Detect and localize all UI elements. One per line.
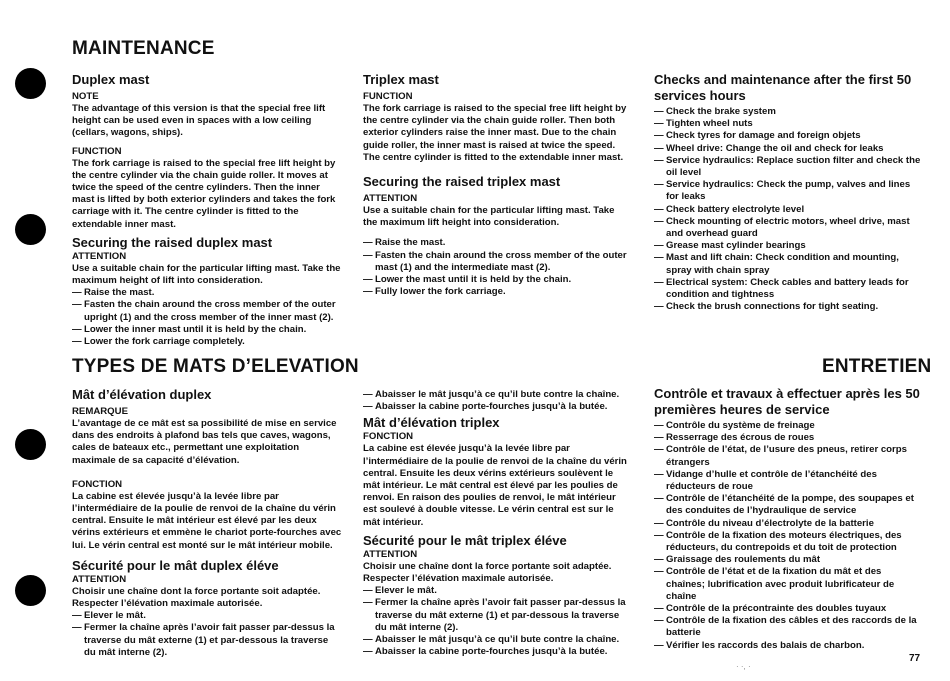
list-item: — Resserrage des écrous de roues bbox=[654, 432, 922, 444]
scan-speck: · ·, · bbox=[736, 662, 751, 671]
list-item: — Tighten wheel nuts bbox=[654, 118, 922, 130]
label-function: FUNCTION bbox=[363, 91, 413, 102]
list-item: — Fasten the chain around the cross member of the outer upright (1) and the cross member of the inner mast (2). bbox=[72, 299, 342, 323]
list-item: — Contrôle de l’étanchéité de la pompe, des soupapes et des conduites de l’hydraulique de service bbox=[654, 493, 922, 517]
list-item: — Elever le mât. bbox=[72, 610, 342, 622]
attention-text: Choisir une chaîne dont la force portante soit adaptée. Respecter l’élévation maximale autorisée. bbox=[72, 585, 321, 610]
function-text: The fork carriage is raised to the special free lift height by the centre cylinder via the chain guide roller. Then both exterior cylinders raise the inner mast. Due to the chain guide roller, the inner mast is raised at twice the speed. The centre cylinder is fitted to the extendable inner mast. bbox=[363, 103, 627, 163]
list-item: — Grease mast cylinder bearings bbox=[654, 240, 922, 252]
label-attention: ATTENTION bbox=[72, 573, 127, 585]
list-item: — Contrôle du niveau d’électrolyte de la batterie bbox=[654, 518, 922, 530]
binder-hole bbox=[15, 575, 46, 606]
heading-checks: Checks and maintenance after the first 50 services hours bbox=[654, 72, 912, 103]
label-attention: ATTENTION bbox=[363, 193, 418, 205]
list-item: — Abaisser la cabine porte-fourches jusqu’à la butée. bbox=[363, 646, 631, 658]
fr-column-duplex bbox=[72, 387, 342, 659]
heading-securite-duplex: Sécurité pour le mât duplex éléve bbox=[72, 557, 279, 573]
list-item: — Fully lower the fork carriage. bbox=[363, 286, 631, 298]
label-attention: ATTENTION bbox=[363, 548, 418, 560]
fonction-text: La cabine est élevée jusqu’à la levée libre par l’intermédiaire de la poulie de renvoi de la chaîne du vérin central. Ensuite le mât intérieur est élevé par les deux vérins extérieurs et emmène le chariot porte-fourches avec lui. Le vérin central est monté sur le mât intérieur mobile. bbox=[72, 490, 342, 551]
heading-securite-triplex: Sécurité pour le mât triplex éléve bbox=[363, 532, 567, 548]
binder-hole bbox=[15, 68, 46, 99]
list-item: — Fasten the chain around the cross member of the outer mast (1) and the intermediate mast (2). bbox=[363, 250, 631, 274]
list-item: — Wheel drive: Change the oil and check for leaks bbox=[654, 143, 922, 155]
securing-duplex-steps bbox=[72, 287, 342, 348]
list-item: — Contrôle de l’état, de l’usure des pneus, retirer corps étrangers bbox=[654, 444, 922, 468]
heading-duplex-mast: Duplex mast bbox=[72, 72, 150, 87]
list-item: — Electrical system: Check cables and battery leads for condition and tightness bbox=[654, 277, 922, 301]
attention-text: Choisir une chaîne dont la force portante soit adaptée. Respecter l’élévation maximale autorisée. bbox=[363, 560, 612, 585]
fr-column-checks bbox=[654, 386, 922, 652]
list-item: — Lower the inner mast until it is held by the chain. bbox=[72, 324, 342, 336]
list-item: — Abaisser le mât jusqu’à ce qu’il bute contre la chaîne. bbox=[363, 634, 631, 646]
securing-triplex-steps bbox=[363, 237, 631, 298]
list-item: — Raise the mast. bbox=[363, 237, 631, 249]
list-item: — Lower the fork carriage completely. bbox=[72, 336, 342, 348]
function-text: The fork carriage is raised to the special free lift height by the centre cylinder via the chain guide roller. It moves at twice the speed of the centre cylinders. Then the inner mast is lifted by both exterior cylinders and takes the fork carriage with it. The centre cylinder is fitted to the extendable inner mast. bbox=[72, 157, 336, 230]
list-item: — Graissage des roulements du mât bbox=[654, 554, 922, 566]
en-column-checks bbox=[654, 72, 922, 313]
list-item: — Fermer la chaîne après l’avoir fait passer par-dessus la traverse du mât externe (1) et par-dessous la traverse du mât interne (2). bbox=[72, 622, 342, 659]
binder-hole bbox=[15, 214, 46, 245]
list-item: — Contrôle de la fixation des câbles et des raccords de la batterie bbox=[654, 615, 922, 639]
controle-list bbox=[654, 420, 922, 652]
fonction-text: La cabine est élevée jusqu’à la levée libre par l’intermédiaire de la poulie de renvoi de la chaîne du vérin central. Ensuite les deux vérins extérieurs soulèvent le mât intérieur. Le mât central est élevé par les poulies de renvoi. En raison des poulies de renvoi, le mât intérieur est soulevé à double vitesse. Le vérin central est sur le mât intérieur. bbox=[363, 443, 627, 528]
list-item: — Mast and lift chain: Check condition and mounting, spray with chain spray bbox=[654, 252, 922, 276]
label-fonction: FONCTION bbox=[72, 478, 123, 490]
en-column-duplex bbox=[72, 72, 342, 348]
attention-text: Use a suitable chain for the particular lifting mast. Take the maximum lift height into consideration. bbox=[363, 205, 615, 229]
list-item: — Vérifier les raccords des balais de charbon. bbox=[654, 640, 922, 652]
page-number: 77 bbox=[909, 653, 921, 664]
list-item: — Contrôle de l’état et de la fixation du mât et des chaînes; lubrification avec produit lubrificateur de chaîne bbox=[654, 566, 922, 603]
heading-mat-duplex: Mât d’élévation duplex bbox=[72, 387, 212, 402]
note-text: The advantage of this version is that the special free lift height can be used even in spaces with a low ceiling (cellars, wagons, ships). bbox=[72, 103, 326, 139]
heading-securing-duplex: Securing the raised duplex mast bbox=[72, 234, 273, 250]
label-function: FUNCTION bbox=[72, 145, 122, 157]
list-item: — Service hydraulics: Replace suction filter and check the oil level bbox=[654, 155, 922, 179]
section-title-fr-right: ENTRETIEN bbox=[822, 356, 932, 377]
securite-triplex-steps bbox=[363, 585, 631, 658]
list-item: — Check the brush connections for tight seating. bbox=[654, 301, 922, 313]
list-item: — Vidange d’hulle et contrôle de l’étanchéité des réducteurs de roue bbox=[654, 469, 922, 493]
list-item: — Contrôle de la fixation des moteurs électriques, des réducteurs, du contrepoids et du toit de protection bbox=[654, 530, 922, 554]
heading-mat-triplex: Mât d’élévation triplex bbox=[363, 415, 500, 431]
list-item: — Check mounting of electric motors, wheel drive, mast and overhead guard bbox=[654, 216, 922, 240]
list-item: — Check battery electrolyte level bbox=[654, 204, 922, 216]
label-attention: ATTENTION bbox=[72, 250, 127, 262]
fr-column-triplex bbox=[363, 389, 631, 658]
checks-list bbox=[654, 106, 922, 313]
section-title-en: MAINTENANCE bbox=[72, 38, 215, 59]
list-item: — Contrôle de la précontrainte des doubles tuyaux bbox=[654, 603, 922, 615]
en-column-triplex bbox=[363, 72, 631, 298]
binder-hole bbox=[15, 429, 46, 460]
label-fonction: FONCTION bbox=[363, 431, 414, 443]
list-item: — Check the brake system bbox=[654, 106, 922, 118]
list-item: — Abaisser le mât jusqu’à ce qu’il bute contre la chaîne. bbox=[363, 389, 631, 401]
remarque-text: L’avantage de ce mât est sa possibilité de mise en service dans des endroits à plafond bas tels que caves, wagons, cales de bateaux etc., permettant une exploitation maximale de sa capacité d’élévation. bbox=[72, 418, 337, 466]
binder-holes bbox=[15, 0, 47, 681]
list-item: — Abaisser la cabine porte-fourches jusqu’à la butée. bbox=[363, 401, 631, 413]
securite-duplex-steps bbox=[72, 610, 342, 659]
attention-text: Use a suitable chain for the particular lifting mast. Take the maximum height of lift into consideration. bbox=[72, 262, 341, 287]
list-item: — Raise the mast. bbox=[72, 287, 342, 299]
list-item: — Fermer la chaîne après l’avoir fait passer par-dessus la traverse du mât externe (1) et par-dessous la traverse du mât interne (2). bbox=[363, 597, 631, 634]
heading-triplex-mast: Triplex mast bbox=[363, 72, 439, 87]
duplex-steps-continued bbox=[363, 389, 631, 413]
list-item: — Contrôle du système de freinage bbox=[654, 420, 922, 432]
label-remarque: REMARQUE bbox=[72, 406, 128, 417]
heading-securing-triplex: Securing the raised triplex mast bbox=[363, 174, 561, 190]
section-title-fr: TYPES DE MATS D’ELEVATION bbox=[72, 356, 359, 377]
list-item: — Check tyres for damage and foreign objets bbox=[654, 130, 922, 142]
list-item: — Lower the mast until it is held by the chain. bbox=[363, 274, 631, 286]
label-note: NOTE bbox=[72, 91, 99, 102]
list-item: — Service hydraulics: Check the pump, valves and lines for leaks bbox=[654, 179, 922, 203]
list-item: — Elever le mât. bbox=[363, 585, 631, 597]
heading-controle: Contrôle et travaux à effectuer après les 50 premières heures de service bbox=[654, 386, 920, 417]
